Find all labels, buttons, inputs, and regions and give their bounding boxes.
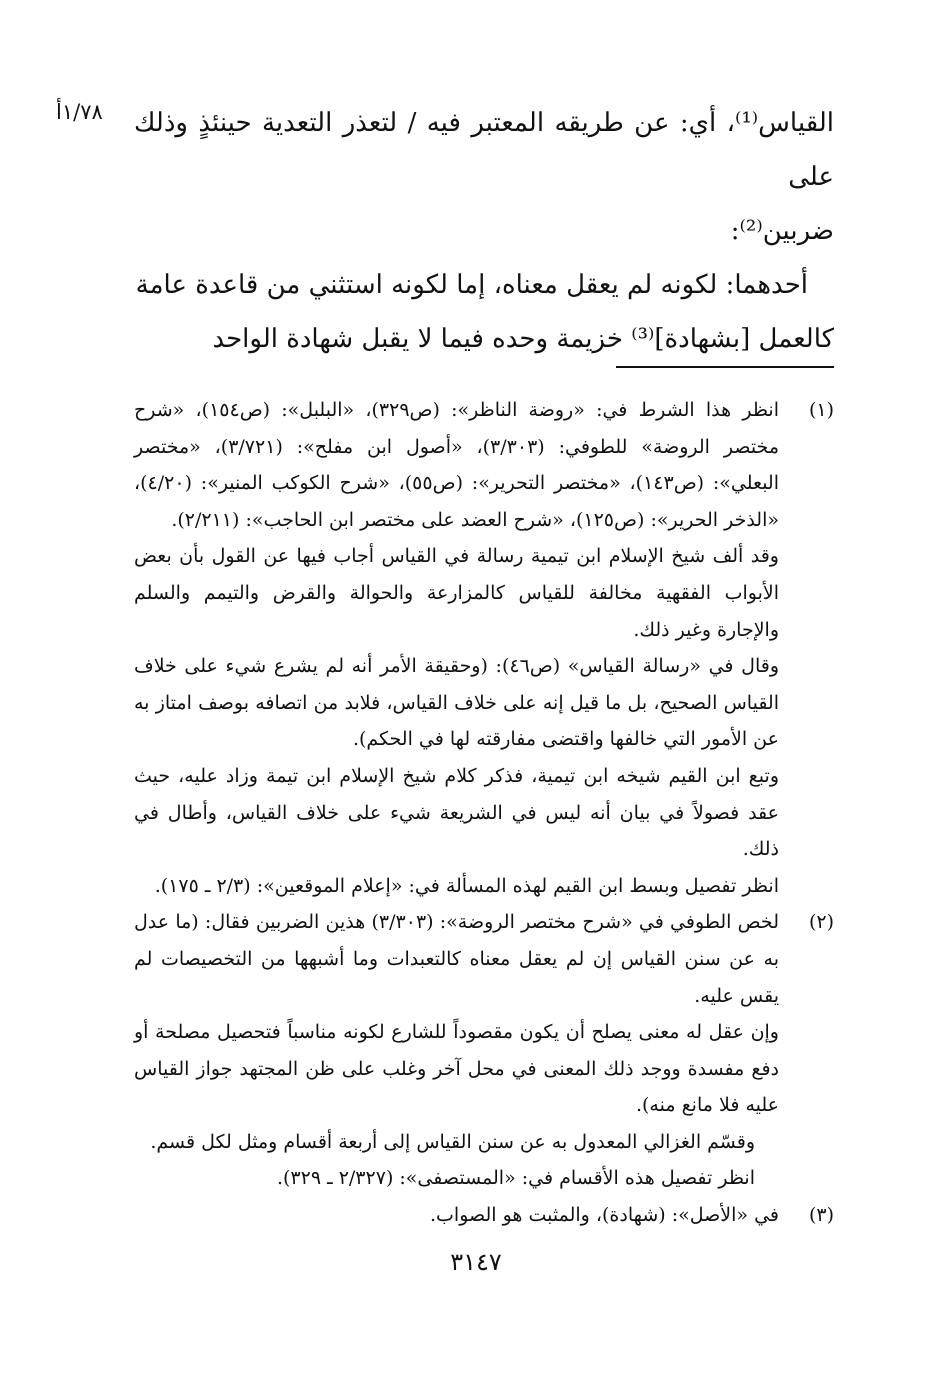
footnote-paragraph: وقال في «رسالة القياس» (ص٤٦): (وحقيقة الأمر أنه لم يشرع شيء على خلاف القياس الصحيح، بل ما قيل إنه على خلاف القياس، فلابد من اتصافه بوصف امتاز به عن الأمور التي خالفها واقتضى مفارقته لها في الحكم). (134, 655, 779, 751)
footnote-paragraph: لخص الطوفي في «شرح مختصر الروضة»: (٣/٣٠٣) هذين الضربين فقال: (ما عدل به عن سنن القياس إن لم يعقل معناه كالتعبدات وما أشبهها من التخصيصات لم يقس عليه. (134, 911, 779, 1007)
page-number: ٣١٤٧ (450, 1248, 502, 1276)
footnote-number: (٢) (808, 911, 834, 934)
main-line: كالعمل [بشهادة]⁽³⁾ خزيمة وحده فيما لا يقبل شهادة الواحد (212, 324, 834, 354)
footnote-paragraph: وإن عقل له معنى يصلح أن يكون مقصوداً للشارع لكونه مناسباً فتحصيل مصلحة أو دفع مفسدة ووجد ذلك المعنى في محل آخر وغلب على ظن المجتهد جواز القياس عليه فلا مانع منه). (134, 1021, 779, 1117)
footnote-paragraph: انظر تفصيل هذه الأقسام في: «المستصفى»: (٢/٣٢٧ ـ ٣٢٩). (276, 1167, 755, 1190)
footnotes (134, 392, 834, 1234)
main-line: أحدهما: لكونه لم يعقل معناه، إما لكونه استثني من قاعدة عامة (135, 270, 808, 300)
footnote-number: (٣) (808, 1204, 834, 1227)
footnote-body (134, 1197, 779, 1234)
main-line: القياس⁽¹⁾، أي: عن طريقه المعتبر فيه / لتعذر التعدية حينئذٍ وذلك على (134, 108, 834, 192)
main-line: ضربين⁽²⁾: (730, 216, 834, 246)
footnote-paragraph: انظر هذا الشرط في: «روضة الناظر»: (ص٣٢٩)، «البلبل»: (ص١٥٤)، «شرح مختصر الروضة» للطوفي: (٣/٣٠٣)، «أصول ابن مفلح»: (٣/٧٢١)، «مختصر البعلي»: (ص١٤٣)، «مختصر التحرير»: (ص٥٥)، «شرح الكوكب المنير»: (٤/٢٠)، «الذخر الحرير»: (ص١٢٥)، «شرح العضد على مختصر ابن الحاجب»: (٢/٢١١). (134, 399, 779, 531)
footnote-paragraph: في «الأصل»: (شهادة)، والمثبت هو الصواب. (430, 1204, 779, 1227)
margin-folio-note: ١/٧٨أ (56, 100, 103, 124)
footnote-2 (134, 904, 834, 1197)
footnote-paragraph: وقسّم الغزالي المعدول به عن سنن القياس إلى أربعة أقسام ومثل لكل قسم. (150, 1130, 755, 1153)
footnote-paragraph: وقد ألف شيخ الإسلام ابن تيمية رسالة في القياس أجاب فيها عن القول بأن بعض الأبواب الفقهية مخالفة للقياس كالمزارعة والحوالة والقرض والتيمم والسلم والإجارة وغير ذلك. (134, 545, 779, 641)
footnote-separator (616, 366, 834, 368)
footnote-number: (١) (808, 399, 834, 421)
footnote-paragraph: انظر تفصيل وبسط ابن القيم لهذه المسألة في: «إعلام الموقعين»: (٢/٣ ـ ١٧٥). (154, 874, 779, 897)
footnote-1 (134, 392, 834, 904)
main-text (134, 96, 834, 366)
footnote-paragraph: وتبع ابن القيم شيخه ابن تيمية، فذكر كلام شيخ الإسلام ابن تيمة وزاد عليه، حيث عقد فصولاً في بيان أنه ليس في الشريعة شيء على خلاف القياس، وأطال في ذلك. (134, 764, 779, 861)
footnote-3 (134, 1197, 834, 1234)
footnote-body (134, 904, 779, 1197)
footnote-body (134, 392, 779, 904)
